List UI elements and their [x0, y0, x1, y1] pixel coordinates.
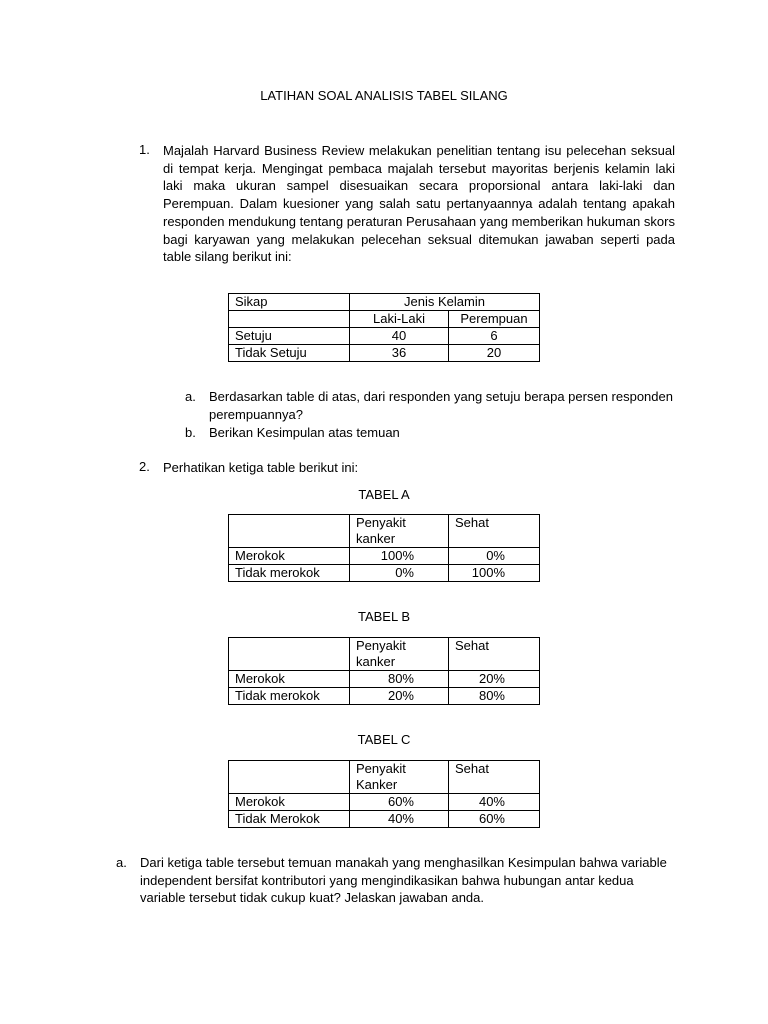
cell-female: 20 [449, 345, 540, 362]
table-row [229, 548, 540, 565]
sub-question-label: b. [185, 425, 196, 440]
row-label: Merokok [229, 548, 350, 565]
final-question-text: Dari ketiga table tersebut temuan manakah yang menghasilkan Kesimpulan bahwa variable independent bersifat kontributori yang mengindikasikan bahwa hubungan antar kedua variable tersebut tidak cukup kuat? Jelaskan jawaban anda. [140, 855, 667, 906]
question-text: Perhatikan ketiga table berikut ini: [163, 460, 359, 475]
question-2 [139, 459, 675, 477]
table-b [228, 637, 540, 705]
cell-value: 40% [449, 794, 540, 811]
table-header-disease: Penyakit kanker [350, 638, 449, 671]
question-text: Majalah Harvard Business Review melakukan penelitian tentang isu pelecehan seksual di tempat kerja. Mengingat pembaca majalah tersebut mayoritas berjenis kelamin laki laki maka ukuran sampel disesuaikan secara proporsional antara laki-laki dan Perempuan. Dalam kuesioner yang salah satu pertanyaannya adalah tentang apakah responden mendukung tentang peraturan Perusahaan yang memberikan hukuman skors bagi karyawan yang melakukan pelecehan seksual ditemukan jawaban seperti pada table silang berikut ini: [163, 143, 675, 265]
sub-question-b [185, 424, 685, 442]
cell-female: 6 [449, 328, 540, 345]
cell-value: 100% [350, 548, 449, 565]
cell-value: 40% [350, 811, 449, 828]
table-row [229, 671, 540, 688]
table-header-healthy: Sehat [449, 638, 540, 671]
table-cell-empty [229, 638, 350, 671]
cross-table-gender [228, 293, 540, 362]
table-caption-a: TABEL A [358, 487, 410, 502]
cell-value: 20% [449, 671, 540, 688]
cell-value: 60% [449, 811, 540, 828]
row-label: Tidak merokok [229, 565, 350, 582]
question-number: 2. [139, 459, 150, 474]
table-header-healthy: Sehat [449, 515, 540, 548]
table-cell-empty [229, 761, 350, 794]
row-label: Merokok [229, 794, 350, 811]
table-a [228, 514, 540, 582]
cell-value: 80% [449, 688, 540, 705]
table-row [229, 811, 540, 828]
table-header-disease: Penyakit Kanker [350, 761, 449, 794]
page-title: LATIHAN SOAL ANALISIS TABEL SILANG [260, 88, 508, 103]
sub-question-a [185, 388, 685, 423]
question-1 [139, 142, 675, 266]
table-row [229, 688, 540, 705]
final-question-label: a. [116, 855, 127, 870]
row-label: Tidak Merokok [229, 811, 350, 828]
table-header-disease: Penyakit kanker [350, 515, 449, 548]
table-row [229, 345, 540, 362]
table-caption-b: TABEL B [357, 609, 411, 624]
table-header-healthy: Sehat [449, 761, 540, 794]
table-caption-c: TABEL C [357, 732, 411, 747]
sub-question-text: Berdasarkan table di atas, dari responden yang setuju berapa persen responden perempuannya? [209, 389, 673, 422]
sub-question-text: Berikan Kesimpulan atas temuan [209, 425, 400, 440]
cell-male: 36 [350, 345, 449, 362]
final-question [116, 854, 676, 907]
row-label: Setuju [229, 328, 350, 345]
table-header-sikap: Sikap [229, 294, 350, 311]
row-label: Merokok [229, 671, 350, 688]
table-header-female: Perempuan [449, 311, 540, 328]
table-cell-empty [229, 311, 350, 328]
table-cell-empty [229, 515, 350, 548]
cell-male: 40 [350, 328, 449, 345]
cell-value: 60% [350, 794, 449, 811]
row-label: Tidak merokok [229, 688, 350, 705]
cell-value: 0% [350, 565, 449, 582]
table-row [229, 794, 540, 811]
cell-value: 0% [449, 548, 540, 565]
table-row [229, 328, 540, 345]
row-label: Tidak Setuju [229, 345, 350, 362]
table-header-male: Laki-Laki [350, 311, 449, 328]
table-row [229, 565, 540, 582]
question-number: 1. [139, 142, 150, 157]
table-c [228, 760, 540, 828]
sub-question-label: a. [185, 389, 196, 404]
table-header-group: Jenis Kelamin [350, 294, 540, 311]
cell-value: 20% [350, 688, 449, 705]
cell-value: 80% [350, 671, 449, 688]
cell-value: 100% [449, 565, 540, 582]
